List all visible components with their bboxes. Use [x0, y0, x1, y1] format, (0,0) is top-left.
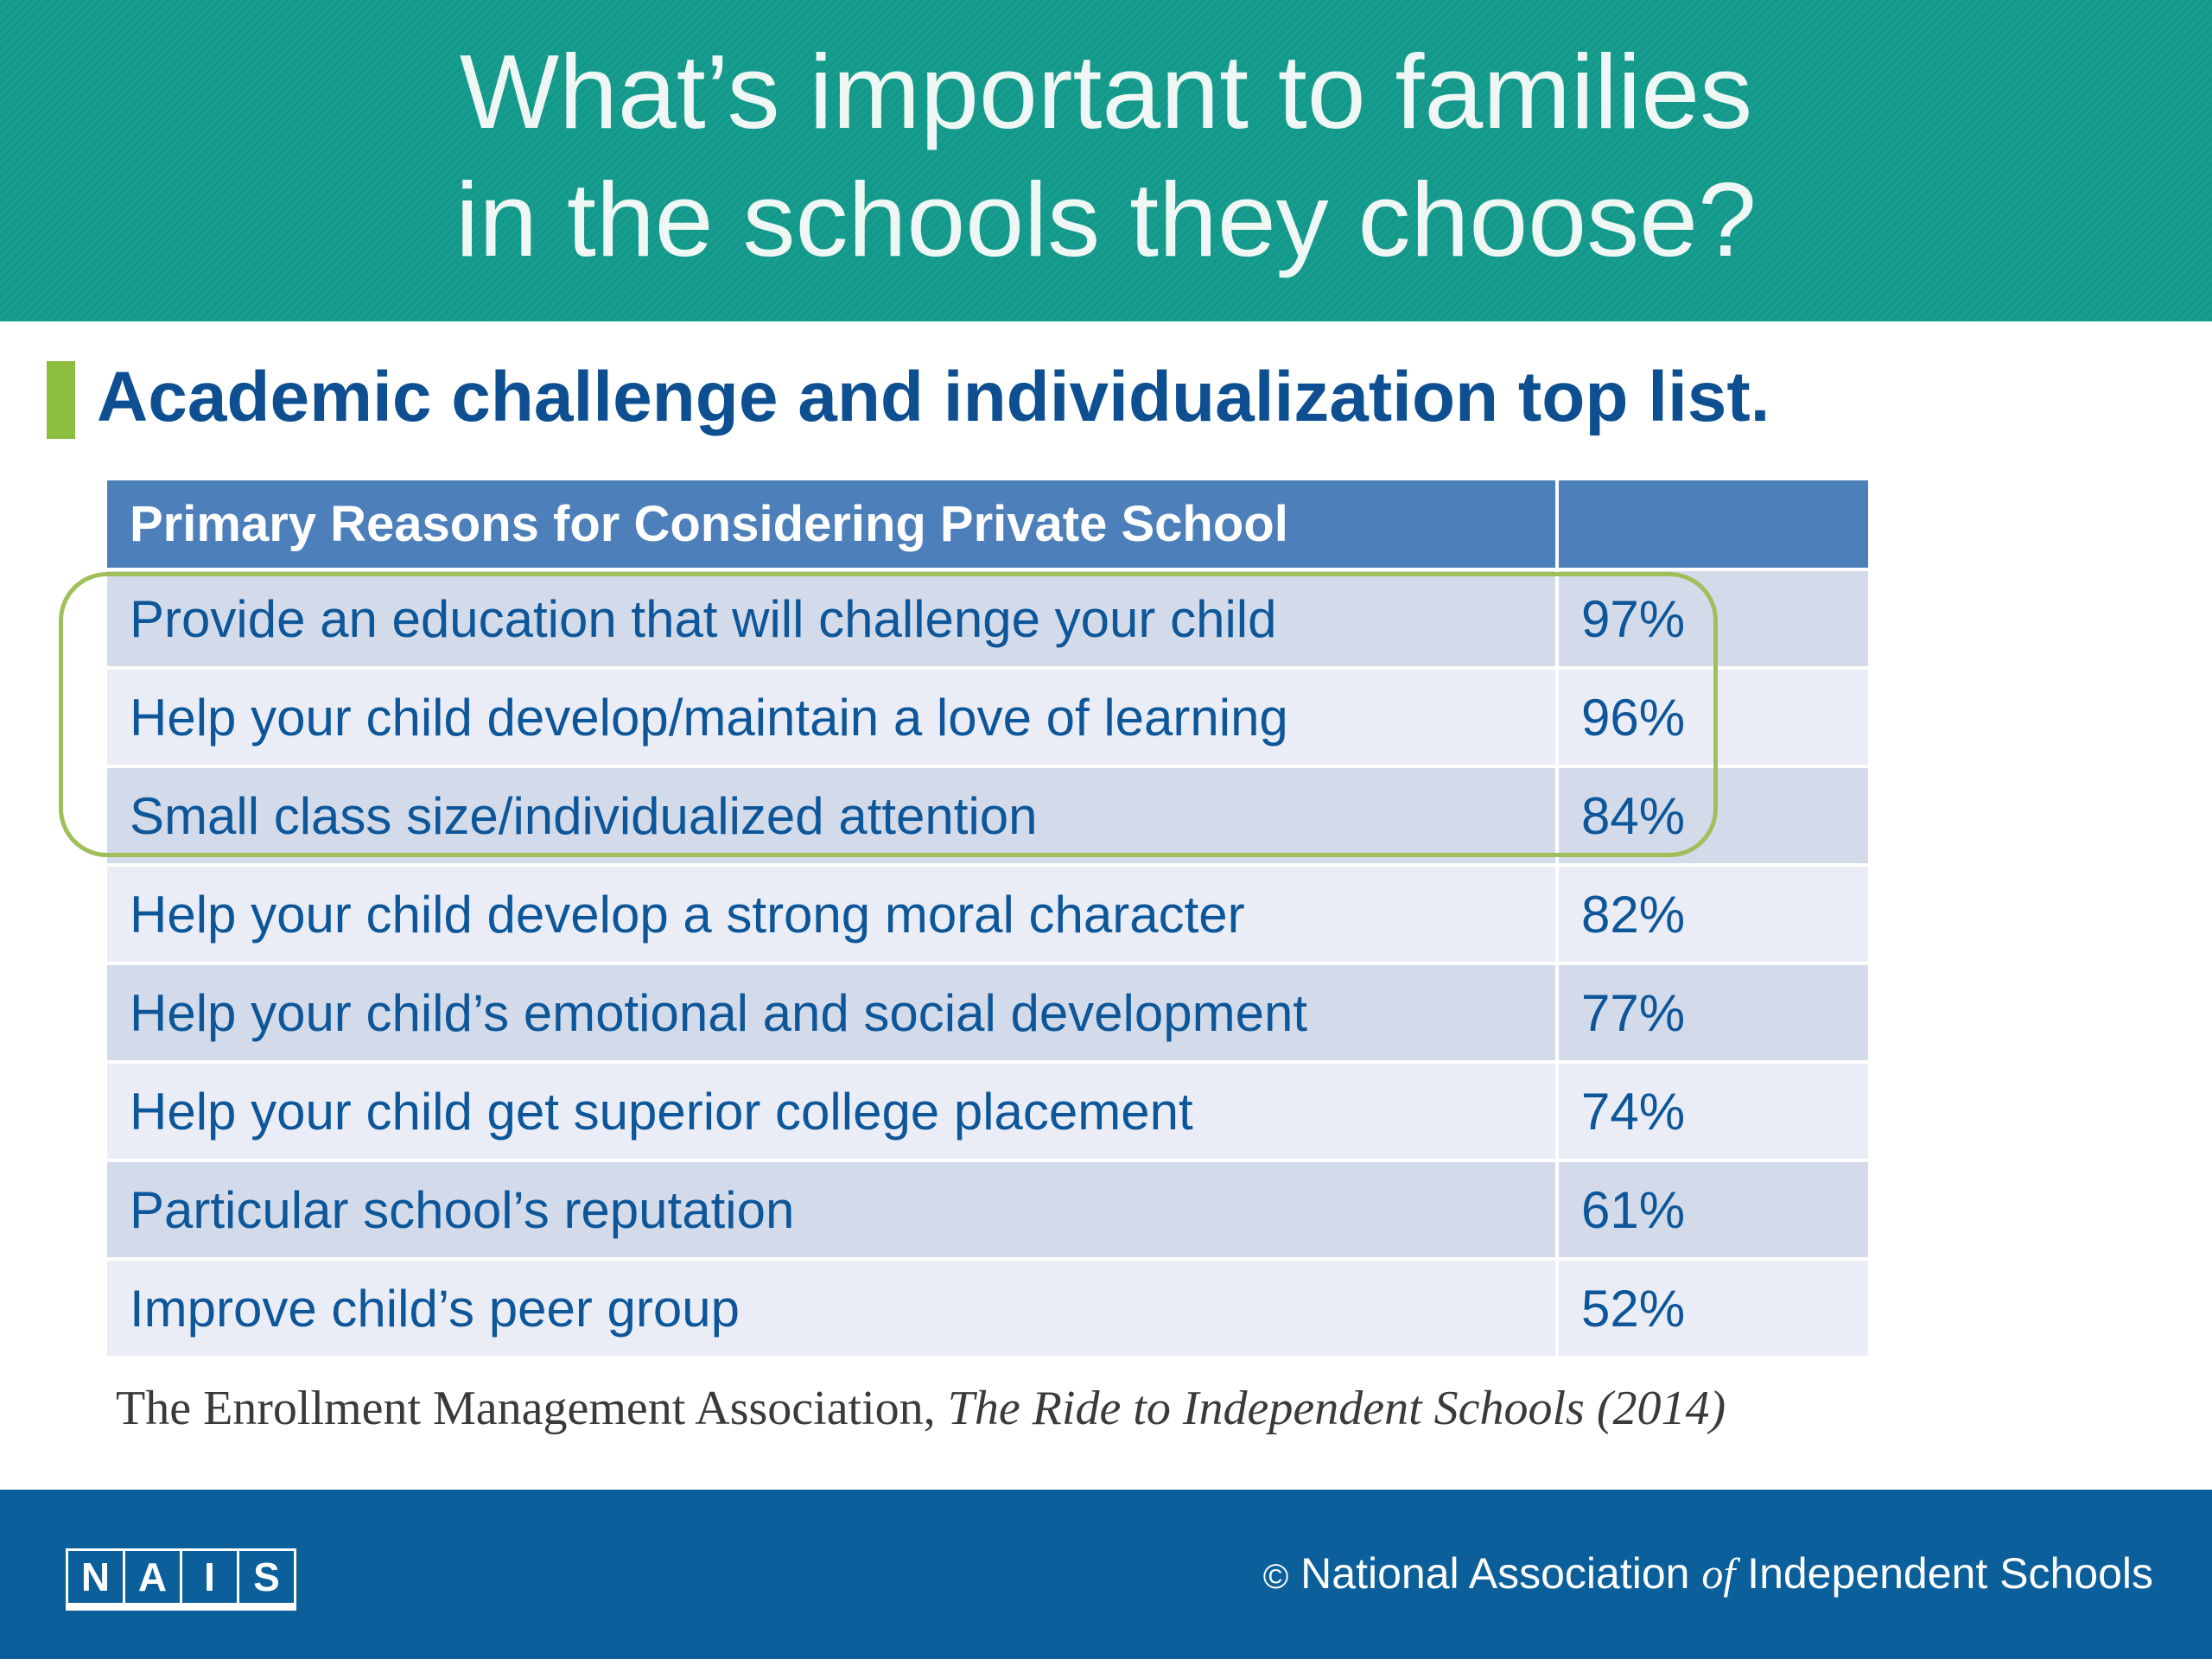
nais-logo [66, 1548, 296, 1611]
subtitle-accent-bar [47, 361, 75, 439]
table-header-row [107, 480, 1868, 569]
page-title [0, 28, 2212, 283]
row-value: 84% [1557, 766, 1868, 865]
row-value: 77% [1557, 963, 1868, 1062]
subtitle: Academic challenge and individualization top list. [97, 358, 1770, 436]
row-value: 74% [1557, 1062, 1868, 1160]
row-label: Help your child develop a strong moral character [107, 865, 1557, 963]
copyright-of: of [1701, 1549, 1736, 1598]
page-title-line-2: in the schools they choose? [455, 161, 1757, 278]
row-label: Small class size/individualized attention [107, 766, 1557, 865]
table-header-value [1557, 480, 1868, 569]
row-label: Improve child’s peer group [107, 1259, 1557, 1357]
table-row [107, 1062, 1868, 1160]
row-label: Help your child’s emotional and social development [107, 963, 1557, 1062]
row-label: Provide an education that will challenge your child [107, 569, 1557, 668]
row-label: Particular school’s reputation [107, 1160, 1557, 1259]
table-row [107, 865, 1868, 963]
table-row [107, 963, 1868, 1062]
top-three-highlight-outline [59, 572, 1718, 857]
row-value: 82% [1557, 865, 1868, 963]
header-banner [0, 0, 2212, 321]
row-label: Help your child develop/maintain a love of learning [107, 668, 1557, 766]
logo-letter-a: A [125, 1551, 180, 1603]
page-title-line-1: What’s important to families [459, 33, 1753, 150]
footer-bar [0, 1490, 2212, 1659]
table-row [107, 1259, 1868, 1357]
copyright-icon: © [1262, 1558, 1289, 1596]
source-citation [116, 1381, 1726, 1436]
copyright-notice [1263, 1548, 2153, 1599]
row-value: 96% [1557, 668, 1868, 766]
row-value: 97% [1557, 569, 1868, 668]
copyright-org-part1: National Association [1300, 1549, 1690, 1598]
row-label: Help your child get superior college placement [107, 1062, 1557, 1160]
row-value: 52% [1557, 1259, 1868, 1357]
logo-letter-i: I [182, 1551, 237, 1603]
source-work: The Ride to Independent Schools (2014) [947, 1382, 1726, 1435]
logo-letter-n: N [68, 1551, 123, 1603]
row-value: 61% [1557, 1160, 1868, 1259]
table-row [107, 1160, 1868, 1259]
table-header-label: Primary Reasons for Considering Private School [107, 480, 1557, 569]
source-org: The Enrollment Management Association, [116, 1382, 948, 1435]
copyright-org-part2: Independent Schools [1747, 1549, 2153, 1598]
logo-letter-s: S [239, 1551, 294, 1603]
